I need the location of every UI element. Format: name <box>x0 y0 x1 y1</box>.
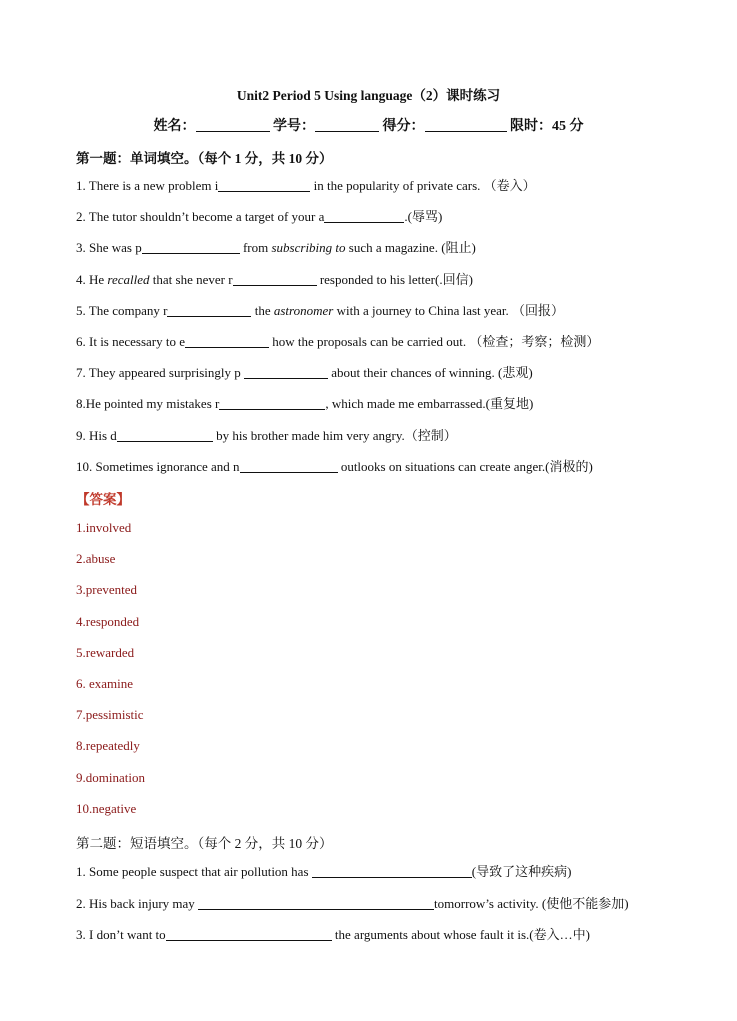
item-text: 5. The company r <box>76 303 168 318</box>
item-text: that she never r <box>149 272 233 287</box>
item-text: 6. It is necessary to e <box>76 334 186 349</box>
item-text: 4. He <box>76 272 108 287</box>
item-italic-text: subscribing to <box>271 240 346 255</box>
item-text: about their chances of winning. (悲观) <box>328 365 533 380</box>
part2-item-3 <box>76 926 590 944</box>
item-text: 3. She was p <box>76 240 142 255</box>
item-text: 2. His back injury may <box>76 896 199 911</box>
item-text: responded to his letter(.回信) <box>316 272 473 287</box>
part1-item-7 <box>76 364 533 382</box>
item-text: 1. There is a new problem i <box>76 178 219 193</box>
item-text: 3. I don’t want to <box>76 927 166 942</box>
answer-blank[interactable] <box>244 365 328 379</box>
item-text: outlooks on situations can create anger.(消极的) <box>337 459 593 474</box>
answer-item: 4.responded <box>76 614 140 629</box>
answer-blank[interactable] <box>218 178 310 192</box>
answer-blank[interactable] <box>324 209 404 223</box>
time-label: 限时：45 分 <box>510 119 584 134</box>
answer-blank[interactable] <box>166 927 332 941</box>
item-text: the arguments about whose fault it is.(卷入…中) <box>331 927 590 942</box>
item-text: from <box>239 240 272 255</box>
score-blank[interactable] <box>425 117 507 132</box>
part1-item-10 <box>76 458 593 476</box>
answer-blank[interactable] <box>312 864 472 878</box>
answer-item: 7.pessimistic <box>76 707 144 722</box>
part1-heading: 第一题：单词填空。（每个 1 分，共 10 分） <box>76 151 333 166</box>
item-text: .(辱骂) <box>404 209 443 224</box>
answer-item: 2.abuse <box>76 551 116 566</box>
name-label: 姓名： <box>153 119 196 134</box>
item-text: , which made me embarrassed.(重复地) <box>325 396 534 411</box>
item-text: how the proposals can be carried out. （检查；考察；检测） <box>269 334 600 349</box>
part1-item-4 <box>76 271 473 289</box>
part1-item-2 <box>76 208 442 226</box>
answer-item: 1.involved <box>76 520 132 535</box>
student-info-line <box>0 115 737 135</box>
item-text: (导致了这种疾病) <box>471 864 572 879</box>
answer-blank[interactable] <box>117 428 213 442</box>
answer-item: 8.repeatedly <box>76 738 140 753</box>
item-text: 8.He pointed my mistakes r <box>76 396 220 411</box>
part1-item-6 <box>76 333 599 351</box>
answer-blank[interactable] <box>219 396 325 410</box>
part1-item-8 <box>76 395 533 413</box>
answer-item: 9.domination <box>76 770 145 785</box>
id-blank[interactable] <box>315 117 379 132</box>
name-blank[interactable] <box>196 117 270 132</box>
score-label: 得分： <box>382 119 425 134</box>
item-italic-text: recalled <box>107 272 150 287</box>
part1-item-1 <box>76 177 536 195</box>
answer-item: 6. examine <box>76 676 134 691</box>
item-text: tomorrow’s activity. (使他不能参加) <box>434 896 629 911</box>
part1-item-9 <box>76 427 457 445</box>
answer-blank[interactable] <box>185 334 269 348</box>
answer-blank[interactable] <box>233 272 317 286</box>
item-text: in the popularity of private cars. （卷入） <box>310 178 536 193</box>
part2-heading: 第二题：短语填空。（每个 2 分，共 10 分） <box>76 836 333 851</box>
item-italic-text: astronomer <box>273 303 334 318</box>
id-label: 学号： <box>273 119 315 134</box>
item-text: with a journey to China last year. （回报） <box>333 303 565 318</box>
part1-item-3 <box>76 239 476 257</box>
item-text: 9. His d <box>76 428 117 443</box>
item-text: by his brother made him very angry.（控制） <box>212 428 457 443</box>
item-text: the <box>251 303 274 318</box>
worksheet-title: Unit2 Period 5 Using language（2）课时练习 <box>236 88 501 103</box>
answer-blank[interactable] <box>198 896 434 910</box>
answer-item: 5.rewarded <box>76 645 135 660</box>
item-text: such a magazine. (阻止) <box>345 240 476 255</box>
answers-heading: 【答案】 <box>76 492 130 507</box>
item-text: 1. Some people suspect that air pollution has <box>76 864 312 879</box>
answer-item: 10.negative <box>76 801 137 816</box>
answer-blank[interactable] <box>167 303 251 317</box>
answer-item: 3.prevented <box>76 582 138 597</box>
item-text: 10. Sometimes ignorance and n <box>76 459 240 474</box>
item-text: 2. The tutor shouldn’t become a target of your a <box>76 209 325 224</box>
part2-item-2 <box>76 895 629 913</box>
answer-blank[interactable] <box>240 459 338 473</box>
part2-item-1 <box>76 863 571 881</box>
part1-item-5 <box>76 302 564 320</box>
answer-blank[interactable] <box>142 240 240 254</box>
item-text: 7. They appeared surprisingly p <box>76 365 244 380</box>
